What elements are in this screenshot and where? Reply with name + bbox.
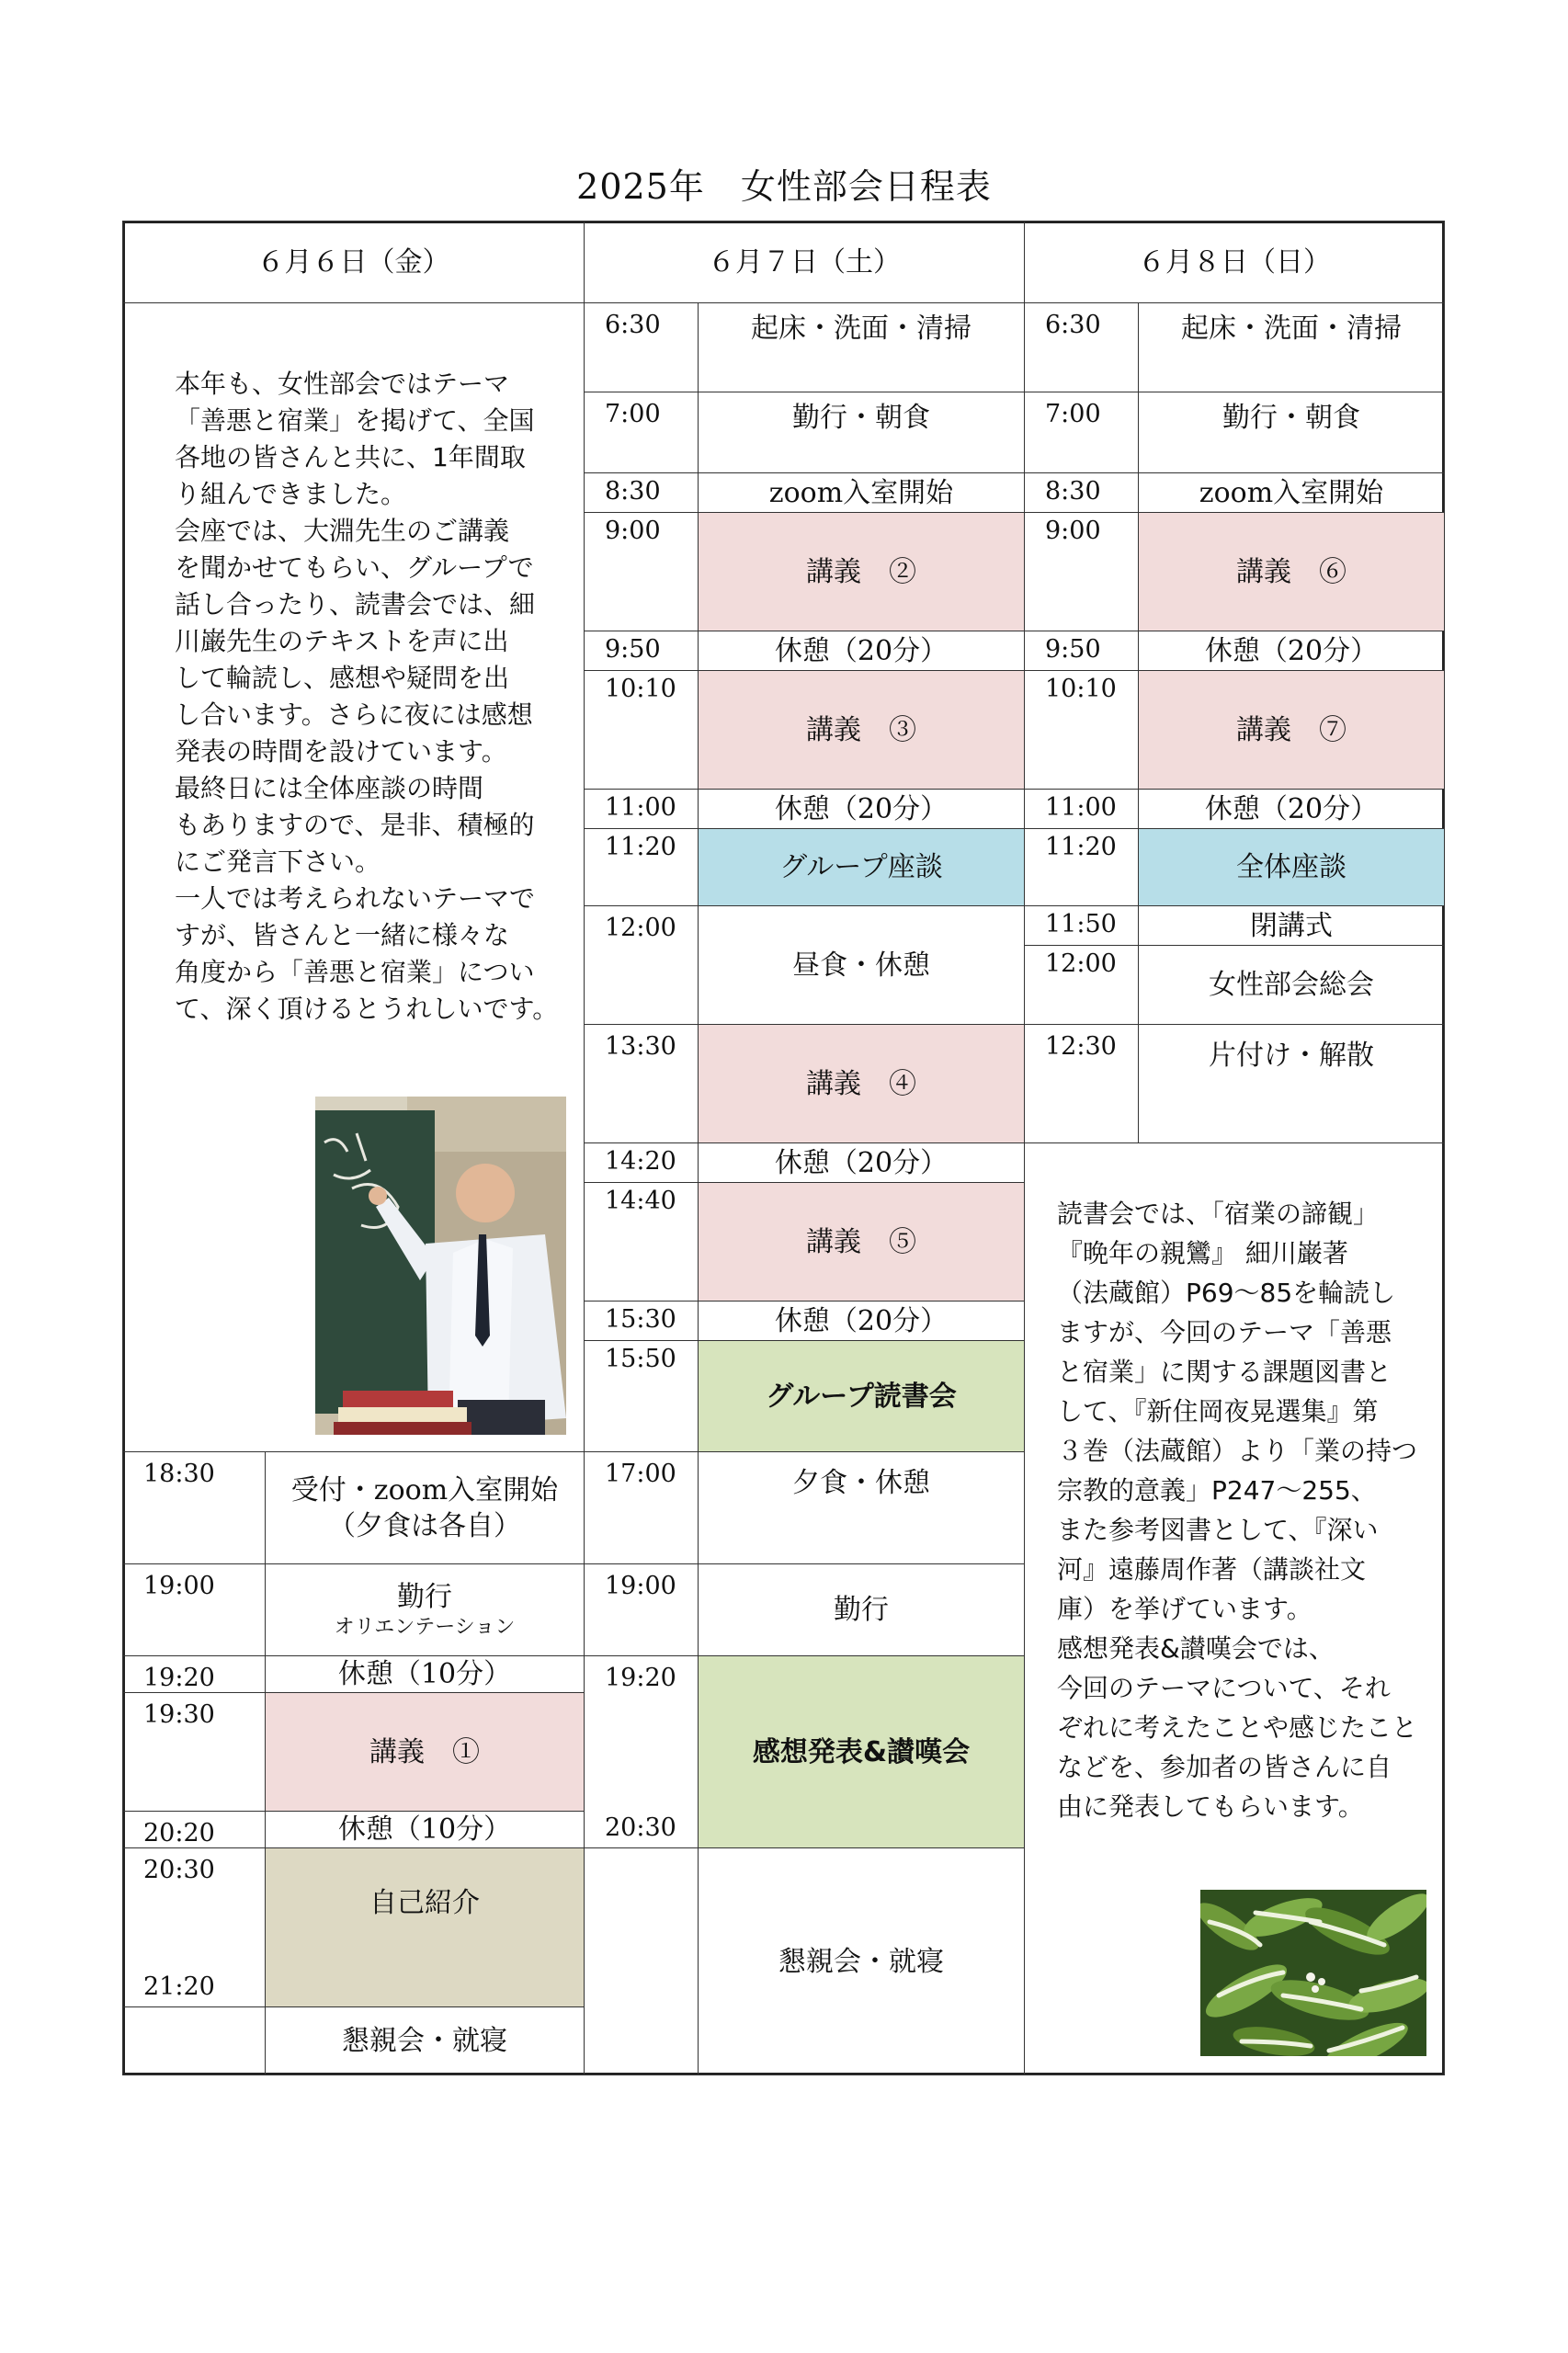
day3-time: 10:10 bbox=[1024, 670, 1139, 790]
lily-leaves-photo bbox=[1200, 1890, 1426, 2056]
intro-line: 本年も、女性部会ではテーマ bbox=[175, 369, 510, 399]
day2-gongyo: 勤行 bbox=[698, 1563, 1025, 1656]
lecturer-photo bbox=[315, 1097, 566, 1435]
day2-lecture-4: 講義 ④ bbox=[698, 1024, 1025, 1143]
day3-time: 11:00 bbox=[1024, 789, 1139, 829]
day2-time-blank bbox=[584, 1847, 699, 2075]
day3-time: 9:50 bbox=[1024, 631, 1139, 671]
day2-time: 12:00 bbox=[584, 905, 699, 1025]
time-start: 19:20 bbox=[605, 1664, 676, 1692]
day2-time: 9:50 bbox=[584, 631, 699, 671]
day3-time: 6:30 bbox=[1024, 302, 1139, 392]
day2-time: 6:30 bbox=[584, 302, 699, 392]
orientation-label: オリエンテーション bbox=[334, 1615, 516, 1639]
day2-time: 17:00 bbox=[584, 1451, 699, 1564]
day1-gongyo bbox=[265, 1563, 585, 1656]
day1-social: 懇親会・就寝 bbox=[265, 2006, 585, 2075]
day2-break-b: 休憩（20分） bbox=[698, 789, 1025, 829]
day3-closing: 閉講式 bbox=[1138, 905, 1445, 946]
header-day1: ６月６日（金） bbox=[122, 221, 585, 303]
day3-time: 11:20 bbox=[1024, 828, 1139, 906]
day3-general-meeting: 女性部会総会 bbox=[1138, 945, 1445, 1025]
intro-line: 最終日には全体座談の時間 bbox=[175, 773, 484, 803]
day2-time: 7:00 bbox=[584, 392, 699, 473]
day2-time: 9:00 bbox=[584, 512, 699, 631]
day1-break-1: 休憩（10分） bbox=[265, 1655, 585, 1693]
day1-time-1830: 18:30 bbox=[122, 1451, 266, 1564]
note-line: （法蔵館）P69～85を輪読し bbox=[1057, 1278, 1396, 1308]
note-line: ますが、今回のテーマ「善悪 bbox=[1057, 1317, 1392, 1347]
gongyo-label: 勤行 bbox=[397, 1580, 452, 1613]
note-line: 『晩年の親鸞』 細川巌著 bbox=[1057, 1238, 1348, 1268]
day1-self-intro: 自己紹介 bbox=[265, 1847, 585, 2007]
day2-gongyo-breakfast: 勤行・朝食 bbox=[698, 392, 1025, 473]
day2-time: 14:40 bbox=[584, 1182, 699, 1302]
day1-lecture-1: 講義 ① bbox=[265, 1692, 585, 1812]
day3-time: 11:50 bbox=[1024, 905, 1139, 946]
time-end: 21:20 bbox=[143, 1972, 215, 2001]
note-line: また参考図書として、『深い bbox=[1057, 1515, 1379, 1545]
day3-gongyo-breakfast: 勤行・朝食 bbox=[1138, 392, 1445, 473]
day3-time: 12:30 bbox=[1024, 1024, 1139, 1143]
header-day2: ６月７日（土） bbox=[584, 221, 1025, 303]
reception-note: （夕食は各自） bbox=[328, 1509, 521, 1542]
intro-line: もありますので、是非、積極的 bbox=[175, 810, 535, 840]
day2-time: 15:50 bbox=[584, 1340, 699, 1452]
day2-wake: 起床・洗面・清掃 bbox=[698, 302, 1025, 392]
note-line: 河』遠藤周作著（講談社文 bbox=[1057, 1554, 1367, 1585]
intro-line: て、深く頂けるとうれしいです。 bbox=[175, 994, 559, 1024]
day2-time: 11:20 bbox=[584, 828, 699, 906]
intro-line: 発表の時間を設けています。 bbox=[175, 736, 507, 767]
day3-zoom: zoom入室開始 bbox=[1138, 472, 1445, 513]
day2-lecture-5: 講義 ⑤ bbox=[698, 1182, 1025, 1302]
intro-line: 角度から「善悪と宿業」につい bbox=[175, 957, 535, 987]
note-line: 由に発表してもらいます。 bbox=[1057, 1791, 1364, 1822]
day3-time: 9:00 bbox=[1024, 512, 1139, 631]
intro-line: し合います。さらに夜には感想 bbox=[175, 699, 533, 730]
day2-reading: グループ読書会 bbox=[698, 1340, 1025, 1452]
day3-all-talk: 全体座談 bbox=[1138, 828, 1445, 906]
day1-time-1930: 19:30 bbox=[122, 1692, 266, 1812]
day2-time: 15:30 bbox=[584, 1301, 699, 1341]
day2-impressions: 感想発表&讃嘆会 bbox=[698, 1655, 1025, 1848]
day1-time-blank bbox=[122, 2006, 266, 2075]
day3-wake: 起床・洗面・清掃 bbox=[1138, 302, 1445, 392]
day1-time-1920: 19:20 bbox=[122, 1655, 266, 1693]
day3-break-b: 休憩（20分） bbox=[1138, 789, 1445, 829]
intro-line: 川巌先生のテキストを声に出 bbox=[175, 626, 509, 656]
day3-time: 8:30 bbox=[1024, 472, 1139, 513]
day2-time: 13:30 bbox=[584, 1024, 699, 1143]
day2-time: 19:00 bbox=[584, 1563, 699, 1656]
day3-cleanup: 片付け・解散 bbox=[1138, 1024, 1445, 1143]
intro-line: を聞かせてもらい、グループで bbox=[175, 552, 534, 583]
day2-time: 10:10 bbox=[584, 670, 699, 790]
day2-social: 懇親会・就寝 bbox=[698, 1847, 1025, 2075]
intro-line: すが、皆さんと一緒に様々な bbox=[175, 920, 510, 950]
note-line: 庫）を挙げています。 bbox=[1057, 1594, 1312, 1624]
day1-time-2030 bbox=[122, 1847, 266, 2007]
day3-time: 7:00 bbox=[1024, 392, 1139, 473]
note-line: 感想発表&讃嘆会では、 bbox=[1057, 1633, 1335, 1664]
time-start: 20:30 bbox=[143, 1856, 215, 1884]
day1-time-1900: 19:00 bbox=[122, 1563, 266, 1656]
intro-line: 各地の皆さんと共に、1年間取 bbox=[175, 442, 526, 472]
day2-break-c: 休憩（20分） bbox=[698, 1142, 1025, 1183]
day3-break-a: 休憩（20分） bbox=[1138, 631, 1445, 671]
note-line: 読書会では、「宿業の諦観」 bbox=[1057, 1199, 1380, 1229]
day2-time: 11:00 bbox=[584, 789, 699, 829]
day1-time-2020: 20:20 bbox=[122, 1811, 266, 1848]
day2-lecture-2: 講義 ② bbox=[698, 512, 1025, 631]
intro-line: 会座では、大淵先生のご講義 bbox=[175, 516, 510, 546]
note-line: ３巻（法蔵館）より「業の持つ bbox=[1057, 1436, 1418, 1466]
note-line: して、『新住岡夜晃選集』第 bbox=[1057, 1396, 1379, 1427]
intro-line: 一人では考えられないテーマで bbox=[175, 883, 536, 914]
day2-zoom: zoom入室開始 bbox=[698, 472, 1025, 513]
note-line: 宗教的意義」P247～255、 bbox=[1057, 1475, 1377, 1506]
day3-time: 12:00 bbox=[1024, 945, 1139, 1025]
day2-break-d: 休憩（20分） bbox=[698, 1301, 1025, 1341]
header-day3: ６月８日（日） bbox=[1024, 221, 1445, 303]
reading-note-text bbox=[1057, 1194, 1434, 1826]
reception-label: 受付・zoom入室開始 bbox=[290, 1473, 559, 1506]
day1-intro-text bbox=[175, 366, 570, 1028]
day1-reception bbox=[265, 1451, 585, 1564]
note-line: などを、参加者の皆さんに自 bbox=[1057, 1752, 1392, 1782]
day2-lunch: 昼食・休憩 bbox=[698, 905, 1025, 1025]
intro-line: にご発言下さい。 bbox=[175, 847, 381, 877]
day3-lecture-7: 講義 ⑦ bbox=[1138, 670, 1445, 790]
day2-time: 14:20 bbox=[584, 1142, 699, 1183]
page-title: 2025年 女性部会日程表 bbox=[576, 166, 992, 207]
day2-time-1920 bbox=[584, 1655, 699, 1848]
intro-line: り組んできました。 bbox=[175, 479, 407, 509]
day1-break-2: 休憩（10分） bbox=[265, 1811, 585, 1848]
day2-lecture-3: 講義 ③ bbox=[698, 670, 1025, 790]
note-line: 今回のテーマについて、それ bbox=[1057, 1673, 1391, 1703]
intro-line: 「善悪と宿業」を掲げて、全国 bbox=[175, 405, 535, 436]
intro-line: 話し合ったり、読書会では、細 bbox=[175, 589, 536, 620]
day2-break-a: 休憩（20分） bbox=[698, 631, 1025, 671]
day3-lecture-6: 講義 ⑥ bbox=[1138, 512, 1445, 631]
day2-time: 8:30 bbox=[584, 472, 699, 513]
day2-dinner: 夕食・休憩 bbox=[698, 1451, 1025, 1564]
time-end: 20:30 bbox=[605, 1813, 676, 1842]
intro-line: して輪読し、感想や疑問を出 bbox=[175, 663, 510, 693]
day2-group-talk: グループ座談 bbox=[698, 828, 1025, 906]
note-line: と宿業」に関する課題図書と bbox=[1057, 1357, 1392, 1387]
note-line: ぞれに考えたことや感じたこと bbox=[1057, 1712, 1418, 1743]
